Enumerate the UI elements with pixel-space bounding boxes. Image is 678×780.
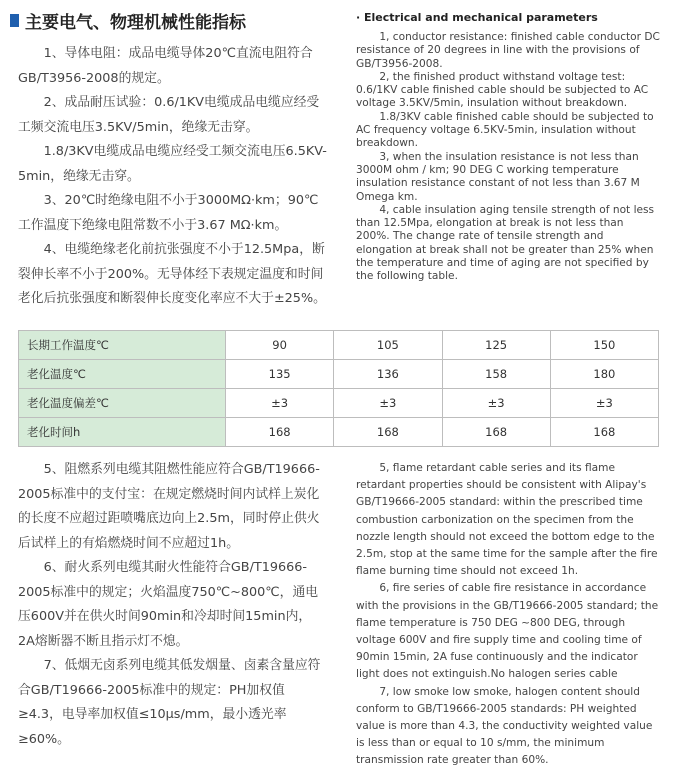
en-item-3: 3, when the insulation resistance is not less than 3000M ohm / km; 90 DEG C working temperature insulation resistance constant of not less than 3.67 M Omega km. — [356, 150, 640, 203]
cn-upper-text — [18, 42, 328, 312]
en-item-1: 1, conductor resistance: finished cable conductor DC resistance of 20 degrees in line with the provisions of GB/T3956-2008. — [356, 31, 660, 70]
row-label: 老化温度偏差℃ — [19, 389, 226, 418]
table-cell: 136 — [334, 360, 442, 389]
cn-lower-text — [18, 458, 328, 752]
table-cell: 105 — [334, 331, 442, 360]
table-row — [19, 418, 659, 447]
en-item-6: 6, fire series of cable fire resistance in accordance with the provisions in the GB/T19666-2005 standard; the flame temperature is 750 DEG ~800 DEG, through voltage 600V and fire supply time and cooling time of 90min 15min, 2A fuse continuously and the indicator light does not extinguish.No halogen series cable — [356, 582, 659, 681]
table-row — [19, 360, 659, 389]
en-lower-text — [356, 460, 660, 770]
table-cell: 180 — [550, 360, 658, 389]
cn-item-6: 6、耐火系列电缆其耐火性能符合GB/T19666-2005标准中的规定；火焰温度750℃~800℃，通电压600V并在供火时间90min和冷却时间15min内，2A熔断器不断且指示灯不熄。 — [18, 560, 319, 649]
cn-item-3: 3、20℃时绝缘电阻不小于3000MΩ·km；90℃工作温度下绝缘电阻常数不小于3.67 MΩ·km。 — [18, 193, 319, 233]
table-cell: 168 — [334, 418, 442, 447]
table-cell: 168 — [226, 418, 334, 447]
table-cell: ±3 — [550, 389, 658, 418]
table-cell: ±3 — [226, 389, 334, 418]
table-cell: 168 — [550, 418, 658, 447]
cn-item-7: 7、低烟无卤系列电缆其低发烟量、卤素含量应符合GB/T19666-2005标准中的规定：PH加权值≥4.3，电导率加权值≤10μs/mm，最小透光率≥60%。 — [18, 658, 321, 747]
cn-item-1: 1、导体电阻：成品电缆导体20℃直流电阻符合GB/T3956-2008的规定。 — [18, 46, 313, 86]
en-item-7: 7, low smoke low smoke, halogen content should conform to GB/T19666-2005 standards: PH weighted value is more than 4.3, the conductivity weighted value is less than or equal to 10 s/mm, the minimum transmission rate greater than 60%. — [356, 685, 653, 767]
table-row — [19, 331, 659, 360]
aging-parameters-table — [18, 330, 659, 447]
row-label: 长期工作温度℃ — [19, 331, 226, 360]
table-cell: ±3 — [442, 389, 550, 418]
cn-item-4: 4、电缆绝缘老化前抗张强度不小于12.5Mpa，断裂伸长率不小于200%。无导体经下表规定温度和时间老化后抗张强度和断裂伸长度变化率应不大于±25%。 — [18, 242, 326, 306]
en-item-4: 4, cable insulation aging tensile strength of not less than 12.5Mpa, elongation at break is not less than 200%. The change rate of tensile strength and elongation at break shall not be greater than 25% when the temperature and time of aging are not specified by the following table. — [356, 203, 655, 283]
cn-item-5: 5、阻燃系列电缆其阻燃性能应符合GB/T19666-2005标准中的支付宝：在规定燃烧时间内试样上炭化的长度不应超过距喷嘴底边向上2.5m，同时停止供火后试样上的有焰燃烧时间不应超过1h。 — [18, 462, 320, 551]
en-item-2b: 1.8/3KV cable finished cable should be subjected to AC frequency voltage 6.5KV-5min, insulation without breakdown. — [356, 110, 654, 150]
en-upper-text — [356, 31, 660, 284]
table-cell: 158 — [442, 360, 550, 389]
row-label: 老化温度℃ — [19, 360, 226, 389]
en-item-5: 5, flame retardant cable series and its flame retardant properties should be consistent with Alipay's GB/T19666-2005 standard: within the prescribed time combustion carbonization on the specimen from the nozzle length should not exceed the bottom edge to the 2.5m, stop at the same time for the sample after the fire flame burning time should not exceed 1h. — [356, 462, 658, 578]
table-row — [19, 389, 659, 418]
table-cell: 135 — [226, 360, 334, 389]
cn-item-2b: 1.8/3KV电缆成品电缆应经受工频交流电压6.5KV-5min，绝缘无击穿。 — [18, 144, 327, 184]
table-cell: 90 — [226, 331, 334, 360]
table-cell: ±3 — [334, 389, 442, 418]
row-label: 老化时间h — [19, 418, 226, 447]
section-title-en: · Electrical and mechanical parameters — [356, 11, 598, 24]
section-title-text: 主要电气、物理机械性能指标 — [25, 13, 246, 33]
table-cell: 168 — [442, 418, 550, 447]
section-title — [10, 8, 246, 33]
cn-item-2: 2、成品耐压试验：0.6/1KV电缆成品电缆应经受工频交流电压3.5KV/5min，绝缘无击穿。 — [18, 95, 320, 135]
table-cell: 125 — [442, 331, 550, 360]
title-marker-icon — [10, 14, 19, 27]
table-cell: 150 — [550, 331, 658, 360]
en-item-2: 2, the finished product withstand voltage test: 0.6/1KV cable finished cable should be subjected to AC voltage 3.5KV/5min, insulation without breakdown. — [356, 70, 649, 110]
